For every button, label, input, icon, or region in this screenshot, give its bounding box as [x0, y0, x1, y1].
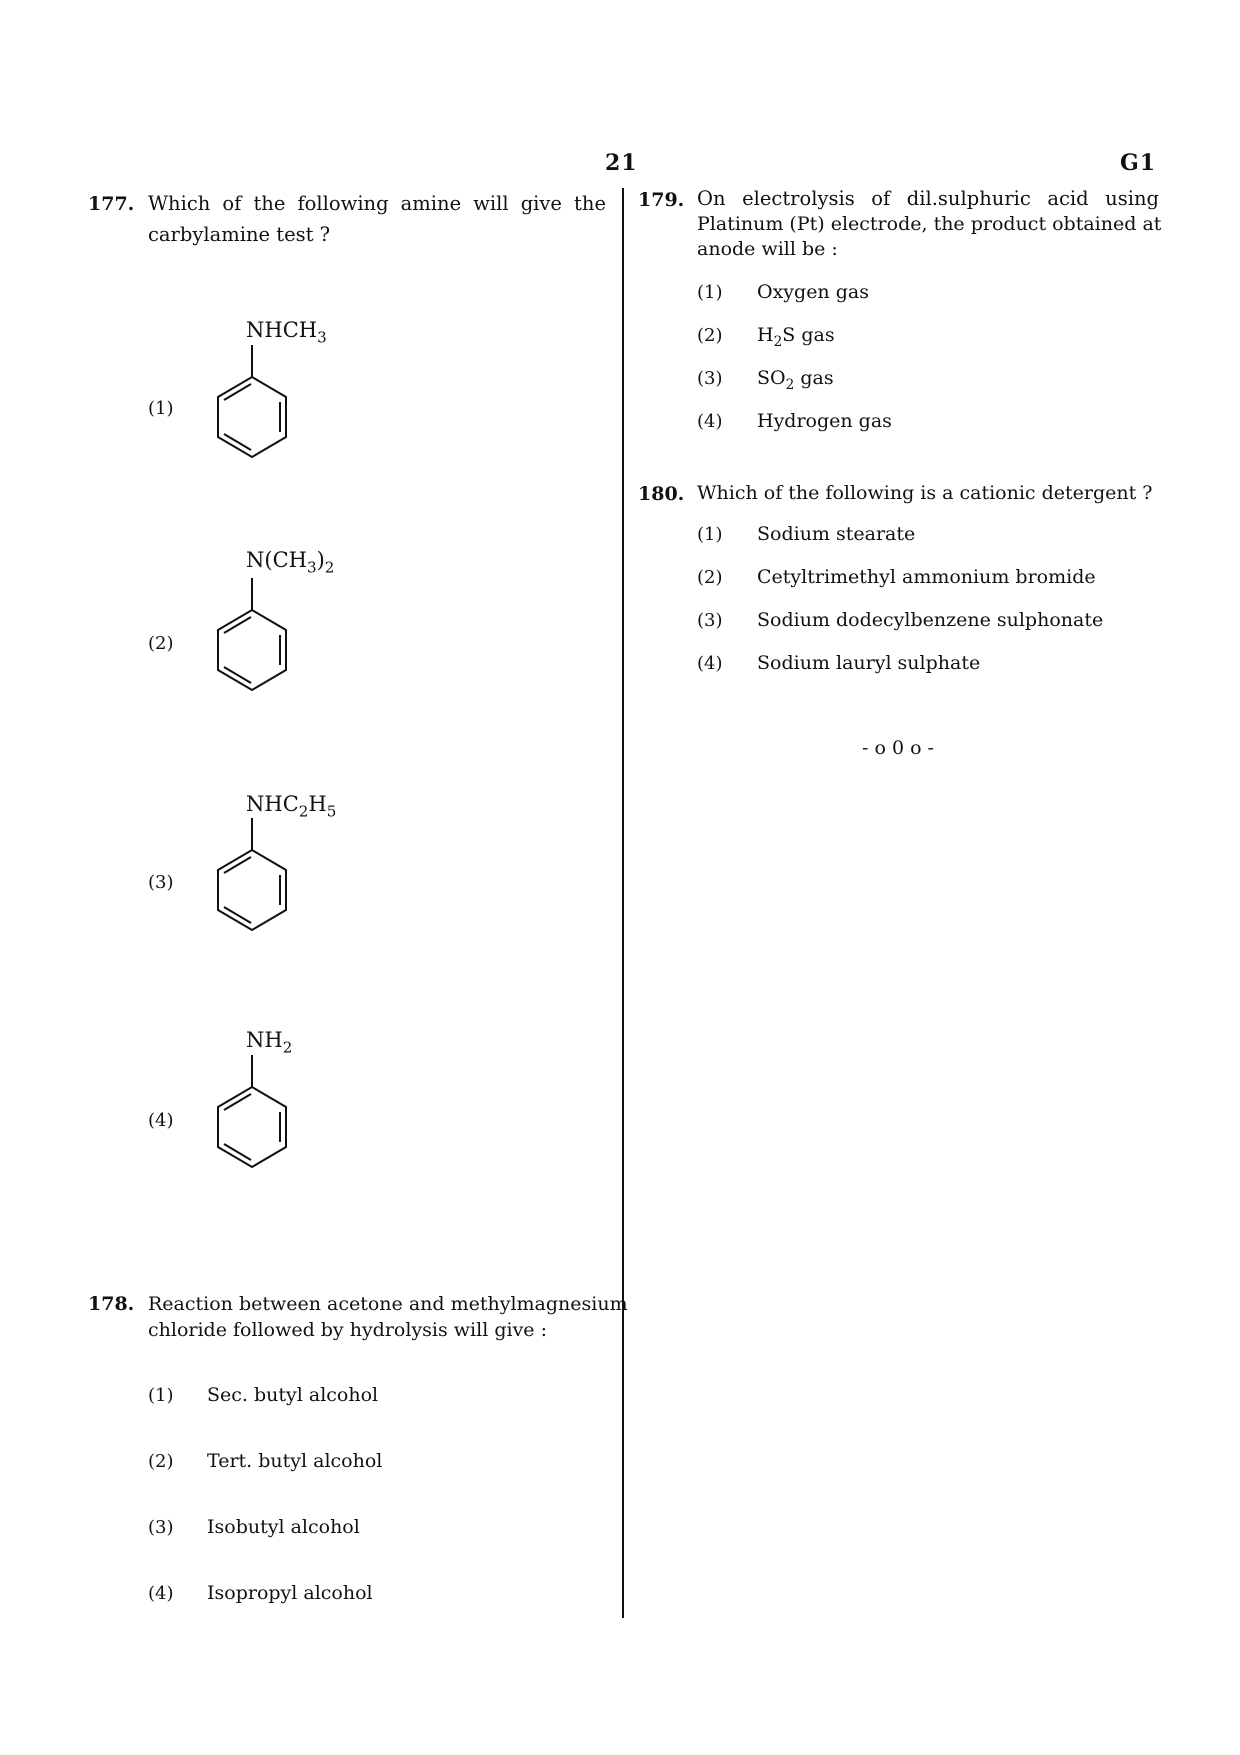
q179-option-3-label: (3) — [697, 368, 723, 389]
q180-number: 180. — [638, 483, 685, 505]
q179-option-1-label: (1) — [697, 282, 723, 303]
q180-option-1-text: Sodium stearate — [757, 523, 916, 545]
q177-option-1-substituent — [246, 318, 327, 347]
q180-option-1-label: (1) — [697, 524, 723, 545]
formula-subscript: 2 — [773, 333, 783, 350]
substituent-subscript: 2 — [324, 558, 335, 577]
q179-text-line2: Platinum (Pt) electrode, the product obtained at — [697, 213, 1162, 235]
formula-text: SO — [757, 367, 786, 389]
q180-option-4-text: Sodium lauryl sulphate — [757, 652, 981, 674]
substituent-text: NHC — [246, 792, 299, 816]
benzene-ring-2 — [205, 578, 295, 698]
formula-text: gas — [794, 367, 834, 389]
q180-text: Which of the following is a cationic detergent ? — [697, 482, 1153, 504]
q177-option-2-label: (2) — [148, 633, 174, 654]
q177-text-line1: Which of the following amine will give the — [148, 192, 606, 215]
booklet-code: G1 — [1120, 150, 1157, 176]
q178-option-1-label: (1) — [148, 1385, 174, 1406]
q178-text-line1: Reaction between acetone and methylmagnesium — [148, 1293, 628, 1315]
q177-option-3-substituent — [246, 792, 337, 821]
q177-option-1-label: (1) — [148, 398, 174, 419]
substituent-subscript: 2 — [282, 1038, 293, 1057]
substituent-subscript: 3 — [317, 328, 327, 347]
q180-option-4-label: (4) — [697, 653, 723, 674]
formula-subscript: 2 — [785, 376, 795, 393]
q177-text-line2: carbylamine test ? — [148, 223, 331, 246]
q179-text-line1: On electrolysis of dil.sulphuric acid using — [697, 187, 1159, 210]
q178-option-1-text: Sec. butyl alcohol — [207, 1384, 379, 1406]
q177-option-3-label: (3) — [148, 872, 174, 893]
q179-text-line3: anode will be : — [697, 238, 838, 260]
q178-option-3-text: Isobutyl alcohol — [207, 1516, 360, 1538]
substituent-text: NHCH — [246, 318, 318, 342]
formula-text: H — [757, 324, 774, 346]
q177-option-4-substituent — [246, 1028, 293, 1057]
q178-option-2-text: Tert. butyl alcohol — [207, 1450, 383, 1472]
q180-option-2-text: Cetyltrimethyl ammonium bromide — [757, 566, 1096, 588]
substituent-text: NH — [246, 1028, 283, 1052]
q178-option-4-text: Isopropyl alcohol — [207, 1582, 373, 1604]
substituent-subscript: 3 — [306, 558, 317, 577]
benzene-ring-3 — [205, 818, 295, 938]
q178-option-2-label: (2) — [148, 1451, 174, 1472]
q179-option-3-text — [757, 367, 834, 393]
q179-number: 179. — [638, 189, 685, 211]
q179-option-2-label: (2) — [697, 325, 723, 346]
substituent-subscript: 5 — [326, 802, 337, 821]
q179-option-4-text: Hydrogen gas — [757, 410, 892, 432]
q179-option-4-label: (4) — [697, 411, 723, 432]
q180-option-3-text: Sodium dodecylbenzene sulphonate — [757, 609, 1104, 631]
benzene-ring-1 — [205, 345, 295, 465]
column-divider — [622, 188, 624, 1618]
q180-option-2-label: (2) — [697, 567, 723, 588]
formula-text: S gas — [782, 324, 835, 346]
q179-option-1-text: Oxygen gas — [757, 281, 869, 303]
q178-option-4-label: (4) — [148, 1583, 174, 1604]
benzene-ring-4 — [205, 1055, 295, 1175]
substituent-text: N(CH — [246, 548, 307, 572]
q177-option-4-label: (4) — [148, 1110, 174, 1131]
page-number: 21 — [605, 150, 638, 176]
substituent-text: H — [308, 792, 327, 816]
q178-number: 178. — [88, 1293, 135, 1315]
substituent-text: ) — [316, 548, 325, 572]
q177-number: 177. — [88, 193, 135, 215]
q178-option-3-label: (3) — [148, 1517, 174, 1538]
q180-option-3-label: (3) — [697, 610, 723, 631]
substituent-subscript: 2 — [298, 802, 309, 821]
end-mark: - o 0 o - — [862, 737, 934, 759]
q179-option-2-text — [757, 324, 835, 350]
q177-option-2-substituent — [246, 548, 335, 577]
q178-text-line2: chloride followed by hydrolysis will give : — [148, 1319, 547, 1341]
